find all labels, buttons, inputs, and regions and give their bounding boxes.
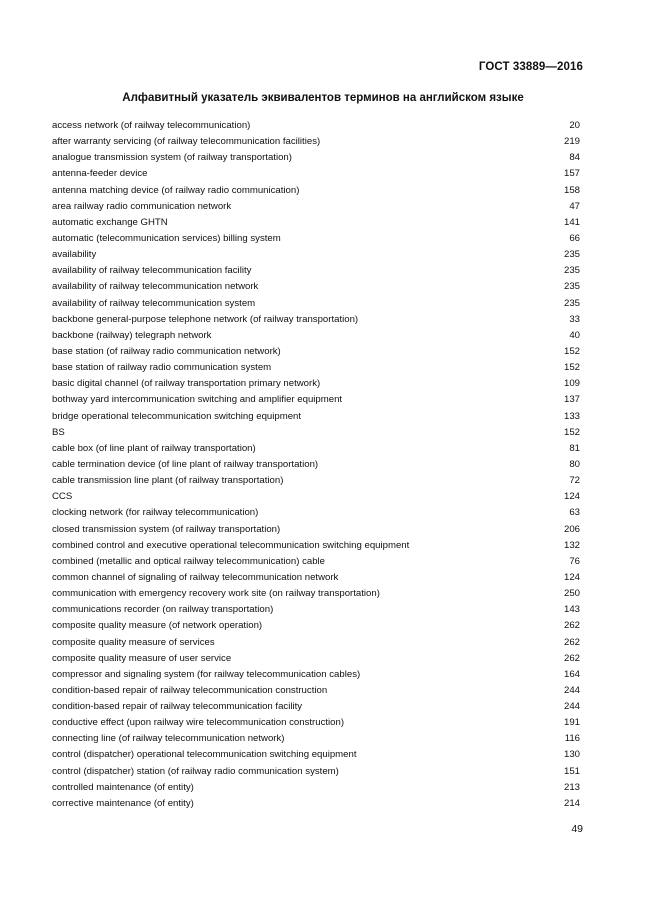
index-page-ref: 164 xyxy=(563,668,580,680)
index-page-ref: 157 xyxy=(563,168,580,180)
index-term: bridge operational telecommunication switching equipment xyxy=(52,410,302,422)
index-page-ref: 109 xyxy=(563,378,580,390)
index-page-ref: 133 xyxy=(563,410,580,422)
index-entry xyxy=(52,586,580,602)
index-entry xyxy=(52,199,580,215)
index-page-ref: 214 xyxy=(563,797,580,809)
index-entry xyxy=(52,618,580,634)
index-entry xyxy=(52,538,580,554)
index-entry xyxy=(52,425,580,441)
index-entry xyxy=(52,489,580,505)
index-term: antenna matching device (of railway radio communication) xyxy=(52,184,300,196)
index-term: antenna-feeder device xyxy=(52,168,148,180)
index-entry xyxy=(52,570,580,586)
index-term: common channel of signaling of railway telecommunication network xyxy=(52,571,339,583)
index-term: connecting line (of railway telecommunication network) xyxy=(52,733,285,745)
index-page-ref: 262 xyxy=(563,620,580,632)
index-entry xyxy=(52,215,580,231)
index-term: automatic exchange GHTN xyxy=(52,216,168,228)
index-entry xyxy=(52,473,580,489)
index-term: composite quality measure of user service xyxy=(52,652,232,664)
index-term: composite quality measure (of network operation) xyxy=(52,620,263,632)
index-page-ref: 40 xyxy=(569,329,580,341)
index-page-ref: 262 xyxy=(563,652,580,664)
index-entry xyxy=(52,731,580,747)
index-page-ref: 130 xyxy=(563,749,580,761)
index-entry xyxy=(52,166,580,182)
standard-code-header: ГОСТ 33889—2016 xyxy=(478,61,583,73)
index-entry xyxy=(52,150,580,166)
index-page-ref: 158 xyxy=(563,184,580,196)
index-entry xyxy=(52,312,580,328)
index-page-ref: 152 xyxy=(563,426,580,438)
index-entry xyxy=(52,328,580,344)
index-term: cable box (of line plant of railway transportation) xyxy=(52,442,256,454)
index-term: combined (metallic and optical railway telecommunication) cable xyxy=(52,555,326,567)
index-entry xyxy=(52,780,580,796)
index-page-ref: 151 xyxy=(563,765,580,777)
index-entry xyxy=(52,747,580,763)
index-term: availability of railway telecommunication system xyxy=(52,297,256,309)
index-entry xyxy=(52,279,580,295)
index-term: cable termination device (of line plant of railway transportation) xyxy=(52,458,319,470)
index-term: basic digital channel (of railway transportation primary network) xyxy=(52,378,321,390)
index-entry xyxy=(52,118,580,134)
index-term: access network (of railway telecommunication) xyxy=(52,120,251,131)
index-entry xyxy=(52,376,580,392)
index-page-ref: 262 xyxy=(563,636,580,648)
index-entry xyxy=(52,635,580,651)
index-term: compressor and signaling system (for railway telecommunication cables) xyxy=(52,668,361,680)
index-term: condition-based repair of railway telecommunication facility xyxy=(52,701,303,713)
index-entry xyxy=(52,247,580,263)
index-page-ref: 235 xyxy=(563,265,580,277)
index-entry xyxy=(52,296,580,312)
index-page-ref: 66 xyxy=(569,232,580,244)
index-page-ref: 250 xyxy=(563,588,580,600)
index-page-ref: 244 xyxy=(563,684,580,696)
index-page-ref: 152 xyxy=(563,345,580,357)
index-entry xyxy=(52,796,580,812)
index-page-ref: 191 xyxy=(563,717,580,729)
index-entry xyxy=(52,263,580,279)
index-page-ref: 206 xyxy=(563,523,580,535)
index-term: availability of railway telecommunication facility xyxy=(52,265,252,277)
index-term: controlled maintenance (of entity) xyxy=(52,781,194,793)
index-term: condition-based repair of railway telecommunication construction xyxy=(52,684,328,696)
index-term: cable transmission line plant (of railway transportation) xyxy=(52,475,284,487)
index-entry xyxy=(52,683,580,699)
term-index-list xyxy=(52,118,580,812)
index-entry xyxy=(52,134,580,150)
index-term: control (dispatcher) operational telecommunication switching equipment xyxy=(52,749,357,761)
index-page-ref: 235 xyxy=(563,249,580,261)
index-term: conductive effect (upon railway wire telecommunication construction) xyxy=(52,717,345,729)
index-page-ref: 72 xyxy=(569,475,580,487)
index-entry xyxy=(52,651,580,667)
page-number: 49 xyxy=(571,823,583,835)
index-term: availability xyxy=(52,249,97,261)
index-page-ref: 213 xyxy=(563,781,580,793)
index-term: closed transmission system (of railway transportation) xyxy=(52,523,281,535)
index-entry xyxy=(52,602,580,618)
index-term: communication with emergency recovery work site (on railway transportation) xyxy=(52,588,380,600)
section-title: Алфавитный указатель эквивалентов терминов на английском языке xyxy=(122,92,524,104)
index-entry xyxy=(52,344,580,360)
index-term: availability of railway telecommunication network xyxy=(52,281,259,293)
index-term: base station of railway radio communication system xyxy=(52,362,272,374)
index-term: bothway yard intercommunication switching and amplifier equipment xyxy=(52,394,343,406)
index-page-ref: 152 xyxy=(563,362,580,374)
index-page-ref: 80 xyxy=(569,458,580,470)
index-page-ref: 143 xyxy=(563,604,580,616)
index-page-ref: 141 xyxy=(563,216,580,228)
index-term: combined control and executive operational telecommunication switching equipment xyxy=(52,539,410,551)
index-entry xyxy=(52,441,580,457)
index-page-ref: 81 xyxy=(569,442,580,454)
index-page-ref: 219 xyxy=(563,136,580,148)
index-term: automatic (telecommunication services) billing system xyxy=(52,232,281,244)
index-entry xyxy=(52,699,580,715)
index-page-ref: 33 xyxy=(569,313,580,325)
index-term: area railway radio communication network xyxy=(52,200,232,212)
index-entry xyxy=(52,183,580,199)
index-entry xyxy=(52,764,580,780)
index-entry xyxy=(52,360,580,376)
index-page-ref: 84 xyxy=(569,152,580,164)
index-term: composite quality measure of services xyxy=(52,636,215,648)
index-page-ref: 116 xyxy=(564,733,580,745)
index-term: analogue transmission system (of railway transportation) xyxy=(52,152,292,164)
index-term: backbone general-purpose telephone network (of railway transportation) xyxy=(52,313,359,325)
index-entry xyxy=(52,231,580,247)
index-entry xyxy=(52,715,580,731)
index-term: corrective maintenance (of entity) xyxy=(52,797,194,809)
index-page-ref: 124 xyxy=(563,491,580,503)
index-entry xyxy=(52,667,580,683)
index-term: BS xyxy=(52,426,65,438)
index-entry xyxy=(52,409,580,425)
index-term: backbone (railway) telegraph network xyxy=(52,329,212,341)
index-entry xyxy=(52,554,580,570)
index-term: base station (of railway radio communication network) xyxy=(52,345,281,357)
index-term: after warranty servicing (of railway telecommunication facilities) xyxy=(52,136,321,148)
index-term: CCS xyxy=(52,491,73,503)
index-page-ref: 235 xyxy=(563,281,580,293)
index-term: clocking network (for railway telecommunication) xyxy=(52,507,259,519)
index-entry xyxy=(52,505,580,521)
index-page-ref: 76 xyxy=(569,555,580,567)
index-page-ref: 20 xyxy=(569,120,580,131)
index-page-ref: 235 xyxy=(563,297,580,309)
index-entry xyxy=(52,392,580,408)
index-page-ref: 132 xyxy=(563,539,580,551)
index-entry xyxy=(52,457,580,473)
index-term: control (dispatcher) station (of railway radio communication system) xyxy=(52,765,339,777)
index-entry xyxy=(52,522,580,538)
index-page-ref: 47 xyxy=(569,200,580,212)
index-page-ref: 124 xyxy=(563,571,580,583)
index-page-ref: 244 xyxy=(563,701,580,713)
index-term: communications recorder (on railway transportation) xyxy=(52,604,274,616)
index-page-ref: 63 xyxy=(569,507,580,519)
index-page-ref: 137 xyxy=(563,394,580,406)
